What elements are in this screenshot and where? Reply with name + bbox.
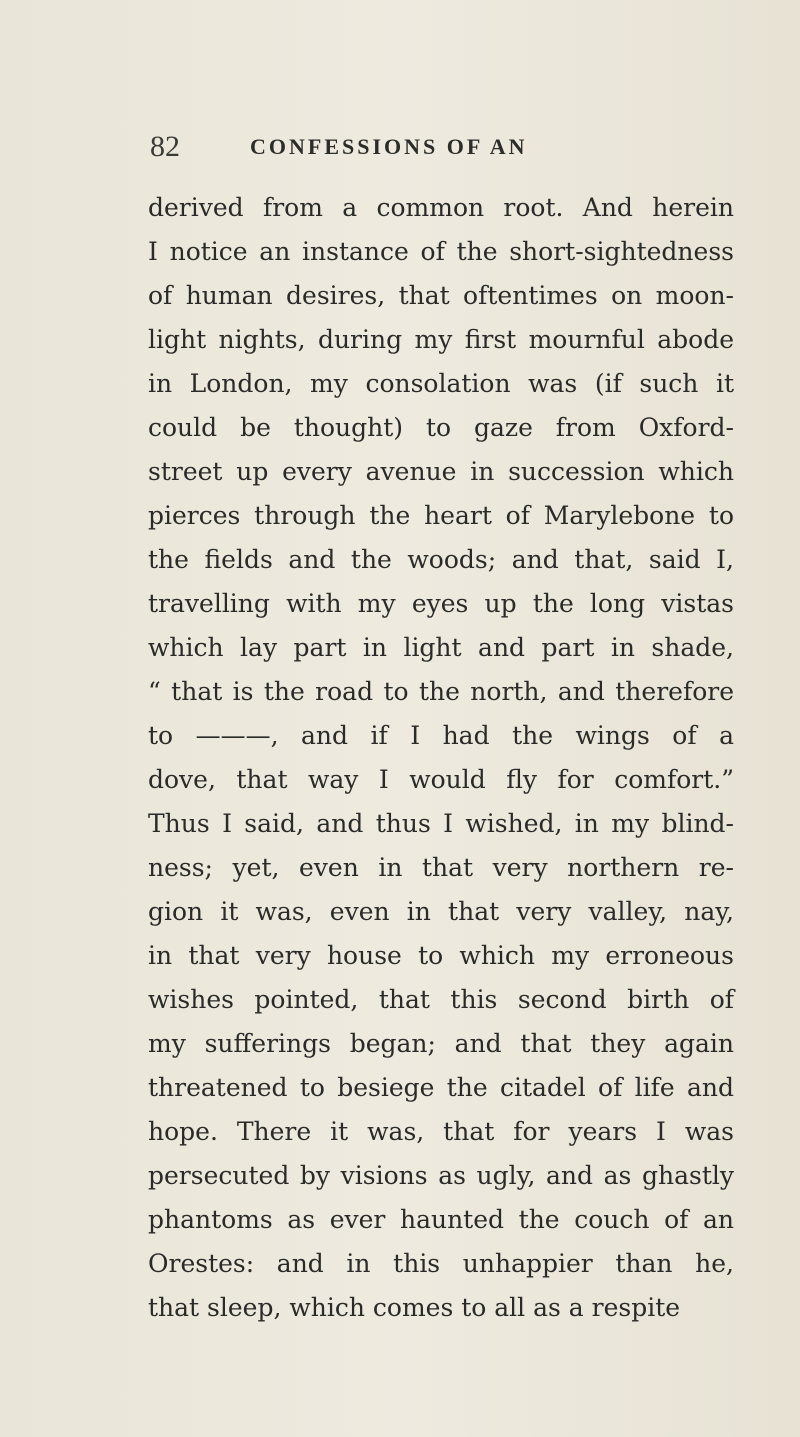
text-line: “ that is the road to the north, and therefore xyxy=(148,677,734,706)
text-line: in that very house to which my erroneous xyxy=(148,941,734,970)
text-line: ness; yet, even in that very northern re- xyxy=(148,853,734,882)
text-line: to ———, and if I had the wings of a xyxy=(148,721,734,750)
text-line: wishes pointed, that this second birth of xyxy=(148,985,734,1014)
page-header xyxy=(150,130,670,170)
text-line: Orestes: and in this unhappier than he, xyxy=(148,1249,734,1278)
text-line: in London, my consolation was (if such it xyxy=(148,369,734,398)
text-line: dove, that way I would fly for comfort.” xyxy=(148,765,734,794)
text-line: could be thought) to gaze from Oxford- xyxy=(148,413,734,442)
body-text xyxy=(148,186,734,1330)
text-line: persecuted by visions as ugly, and as ghastly xyxy=(148,1161,734,1190)
page-number: 82 xyxy=(150,130,180,163)
text-line: phantoms as ever haunted the couch of an xyxy=(148,1205,734,1234)
text-line: travelling with my eyes up the long vistas xyxy=(148,589,734,618)
text-line: of human desires, that oftentimes on moon- xyxy=(148,281,734,310)
text-line: gion it was, even in that very valley, nay, xyxy=(148,897,734,926)
text-line: hope. There it was, that for years I was xyxy=(148,1117,734,1146)
running-head: CONFESSIONS OF AN xyxy=(250,134,528,159)
text-line: threatened to besiege the citadel of life and xyxy=(148,1073,734,1102)
text-line: that sleep, which comes to all as a respite xyxy=(148,1293,681,1322)
text-line: light nights, during my first mournful abode xyxy=(148,325,734,354)
text-line: Thus I said, and thus I wished, in my blind- xyxy=(148,809,734,838)
text-line: street up every avenue in succession which xyxy=(148,457,734,486)
text-line: my sufferings began; and that they again xyxy=(148,1029,734,1058)
text-line: which lay part in light and part in shade, xyxy=(148,633,734,662)
text-line: pierces through the heart of Marylebone to xyxy=(148,501,734,530)
text-line: the fields and the woods; and that, said I, xyxy=(148,545,734,574)
text-line: derived from a common root. And herein xyxy=(148,193,734,222)
text-line: I notice an instance of the short-sightedness xyxy=(148,237,734,266)
